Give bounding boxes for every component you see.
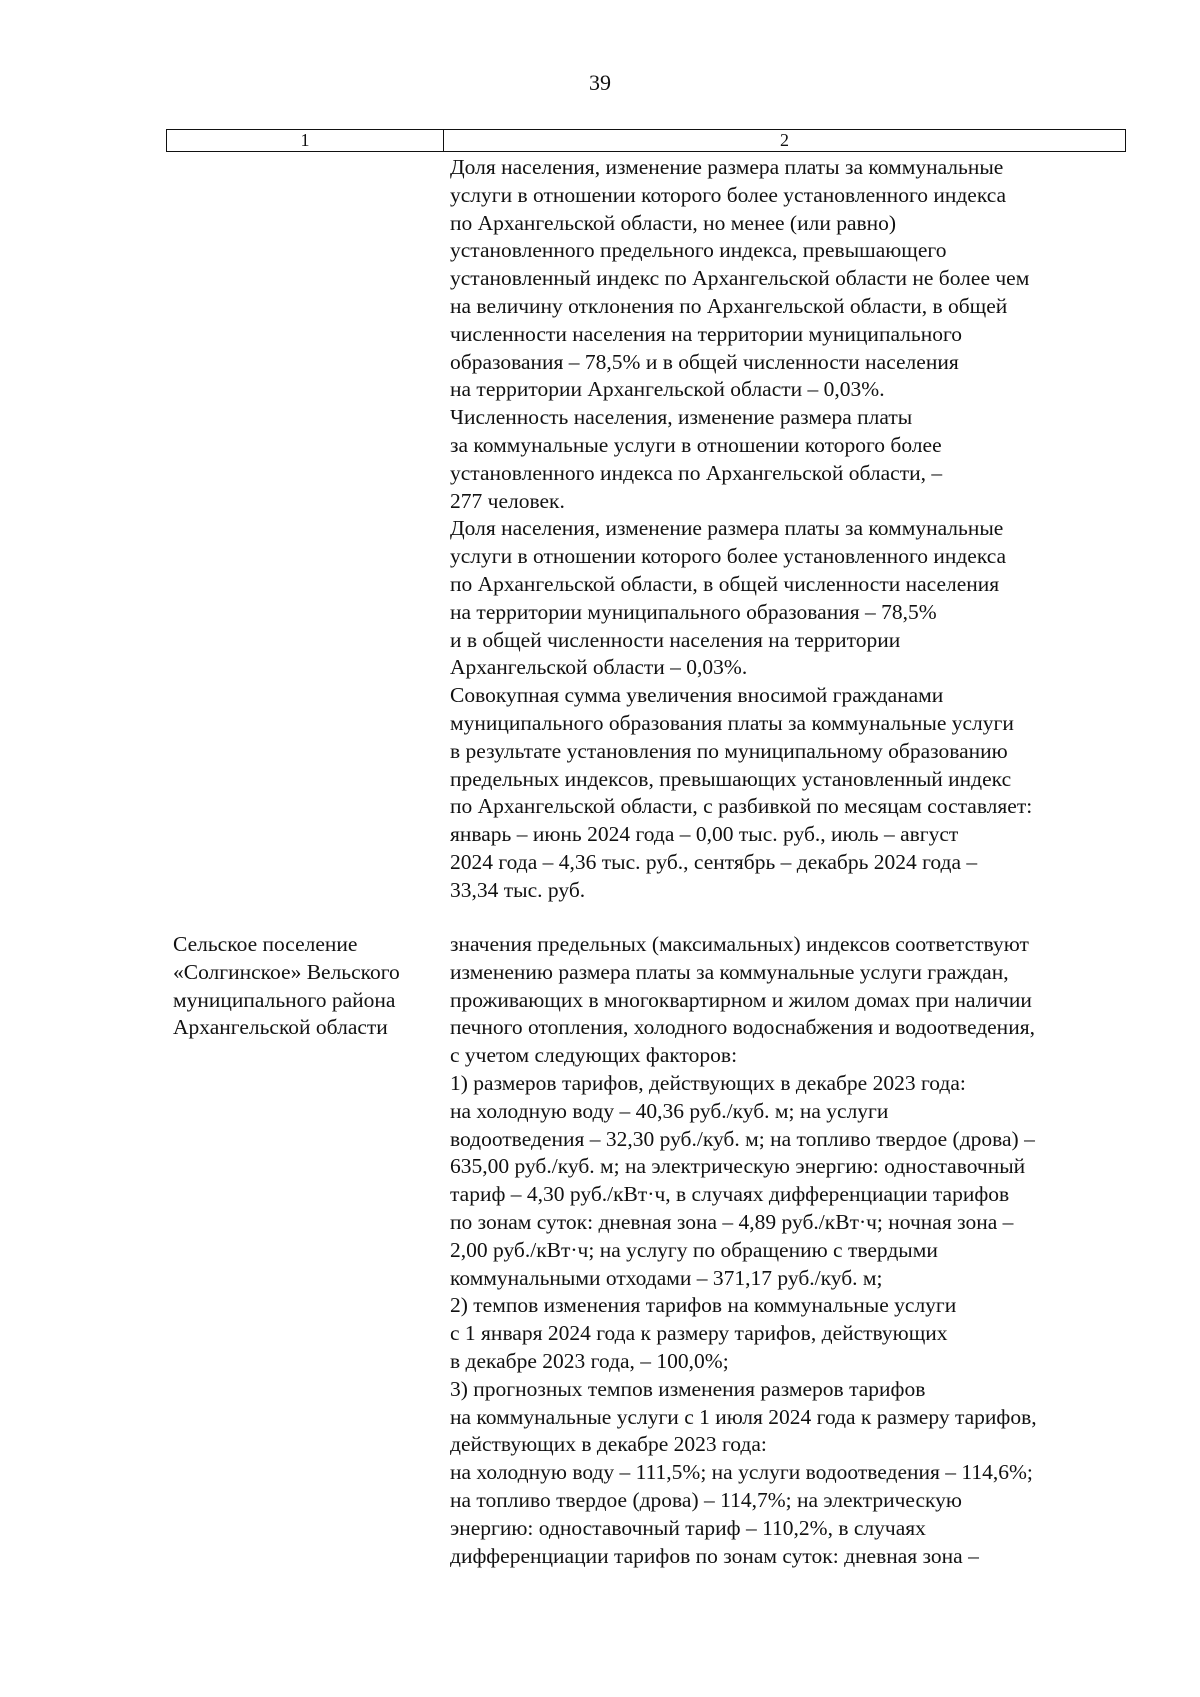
table-header-col2: 2: [780, 130, 789, 150]
continuation-text: Доля населения, изменение размера платы за коммунальные услуги в отношении которого более установленного индекса по Архангельской области, но менее (или равно) установленного предельного индекса, превышающего установленный индекс по Архангельской области не более чем на величину отклонения по Архангельской области, в общей численности населения на территории муниципального образования – 78,5% и в общей численности населения на территории Архангельской области – 0,03%. Численность населения, изменение размера платы за коммунальные услуги в отношении которого более установленного индекса по Архангельской области, – 277 человек. Доля населения, изменение размера платы за коммунальные услуги в отношении которого более установленного индекса по Архангельской области, в общей численности населения на территории муниципального образования – 78,5% и в общей численности населения на территории Архангельской области – 0,03%. Совокупная сумма увеличения вносимой гражданами муниципального образования платы за коммунальные услуги в результате установления по муниципальному образованию предельных индексов, превышающих установленный индекс по Архангельской области, с разбивкой по месяцам составляет: январь – июнь 2024 года – 0,00 тыс. руб., июль – август 2024 года – 4,36 тыс. руб., сентябрь – декабрь 2024 года – 33,34 тыс. руб.: [450, 155, 1033, 902]
municipality-description: значения предельных (максимальных) индексов соответствуют изменению размера платы за коммунальные услуги граждан, проживающих в многоквартирном и жилом домах при наличии печного отопления, холодного водоснабжения и водоотведения, с учетом следующих факторов: 1) размеров тарифов, действующих в декабре 2023 года: на холодную воду – 40,36 руб./куб. м; на услуги водоотведения – 32,30 руб./куб. м; на топливо твердое (дрова) – 635,00 руб./куб. м; на электрическую энергию: одноставочный тариф – 4,30 руб./кВт·ч, в случаях дифференциации тарифов по зонам суток: дневная зона – 4,89 руб./кВт·ч; ночная зона – 2,00 руб./кВт·ч; на услугу по обращению с твердыми коммунальными отходами – 371,17 руб./куб. м; 2) темпов изменения тарифов на коммунальные услуги с 1 января 2024 года к размеру тарифов, действующих в декабре 2023 года, – 100,0%; 3) прогнозных темпов изменения размеров тарифов на коммунальные услуги с 1 июля 2024 года к размеру тарифов, действующих в декабре 2023 года: на холодную воду – 111,5%; на услуги водоотведения – 114,6%; на топливо твердое (дрова) – 114,7%; на электрическую энергию: одноставочный тариф – 110,2%, в случаях дифференциации тарифов по зонам суток: дневная зона –: [450, 932, 1037, 1568]
table-header-row: [166, 129, 1126, 152]
municipality-name: Сельское поселение «Солгинское» Вельского муниципального района Архангельской области: [173, 932, 400, 1040]
table-header-col1: 1: [167, 130, 444, 151]
page-number: 39: [589, 70, 611, 95]
